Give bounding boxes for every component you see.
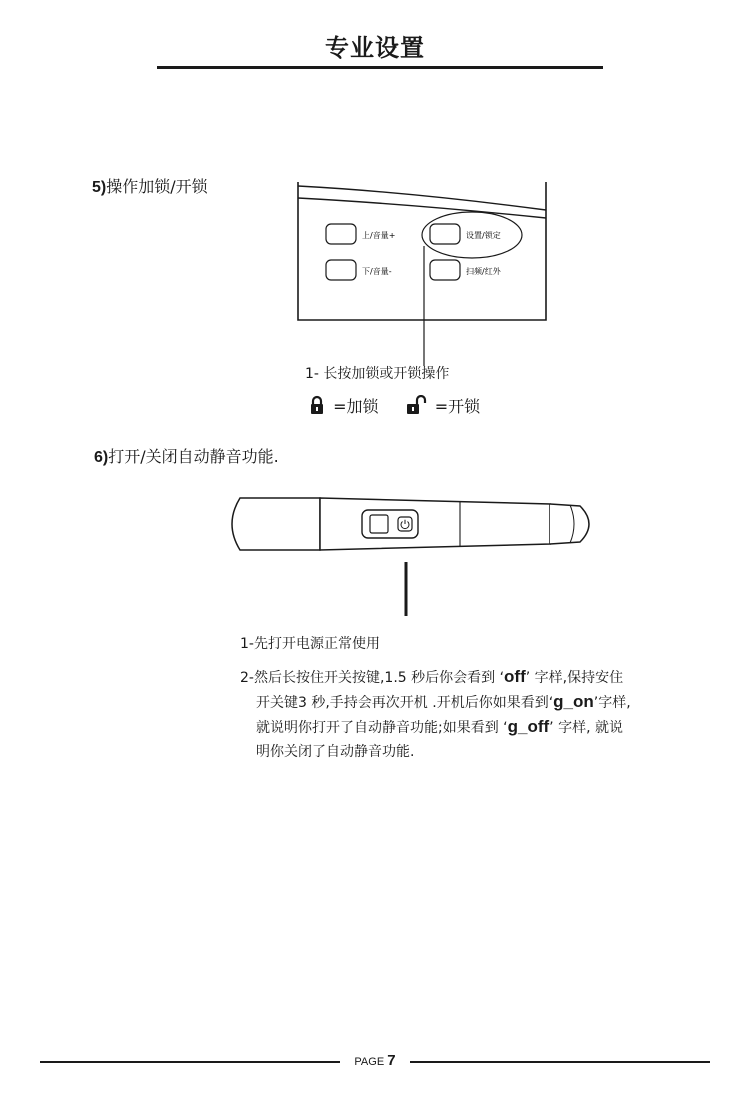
microphone-diagram (220, 482, 610, 622)
step-2-line-1 (240, 665, 730, 690)
page-number (340, 1052, 410, 1069)
section-6-title: 打开/关闭自动静音功能. (108, 447, 279, 466)
display-window (370, 515, 388, 533)
volume-down-button (326, 260, 356, 280)
scan-ir-button (430, 260, 460, 280)
step-2-line-3-tail: ’ 字样, 就说 (549, 720, 623, 736)
step-2-paragraph (240, 665, 730, 764)
scan-ir-label: 扫频/红外 (466, 267, 501, 276)
padlock-closed-icon (310, 395, 324, 415)
section-5-number: 5) (92, 179, 107, 196)
section-6-number: 6) (94, 449, 109, 466)
unlock-label: =开锁 (434, 397, 481, 416)
title-divider (157, 66, 603, 69)
step-2-line-2-text: 开关键3 秒,手持会再次开机 .开机后你如果看到‘ (256, 695, 554, 711)
page-label: PAGE (354, 1056, 385, 1068)
step-2-line-1-tail: ’ 字样,保持安住 (525, 670, 624, 686)
remote-panel-diagram (290, 180, 560, 380)
set-lock-label: 设置/锁定 (466, 231, 501, 240)
step-1-text: 1-先打开电源正常使用 (240, 636, 380, 652)
padlock-open-icon (406, 395, 430, 415)
step-2-line-2-tail: ’字样, (593, 695, 631, 711)
volume-up-button (326, 224, 356, 244)
lock-label: =加锁 (333, 397, 379, 416)
footer-rule-left (40, 1061, 340, 1063)
volume-up-label: 上/音量+ (362, 231, 396, 240)
step-2-line-3 (240, 715, 730, 740)
footer-rule-right (410, 1061, 710, 1063)
lock-legend (310, 394, 480, 417)
set-lock-button (430, 224, 460, 244)
section-5-note: 1- 长按加锁或开锁操作 (305, 366, 450, 382)
section-5-heading (92, 174, 208, 197)
section-6-heading (94, 444, 279, 467)
volume-down-label: 下/音量- (362, 267, 392, 276)
g-on-keyword: g_on (553, 692, 594, 711)
step-2-line-2 (240, 690, 730, 715)
section-5-title: 操作加锁/开锁 (106, 177, 208, 196)
step-2-line-1-text: 2-然后长按住开关按键,1.5 秒后你会看到 ‘ (240, 670, 505, 686)
step-2-line-4: 明你关闭了自动静音功能. (256, 744, 415, 760)
page-title: 专业设置 (325, 34, 425, 62)
g-off-keyword: g_off (507, 717, 550, 736)
page-number-value: 7 (387, 1052, 396, 1069)
step-2-line-3-text: 就说明你打开了自动静音功能;如果看到 ‘ (256, 720, 508, 736)
off-keyword: off (504, 667, 526, 686)
power-icon (398, 517, 412, 531)
